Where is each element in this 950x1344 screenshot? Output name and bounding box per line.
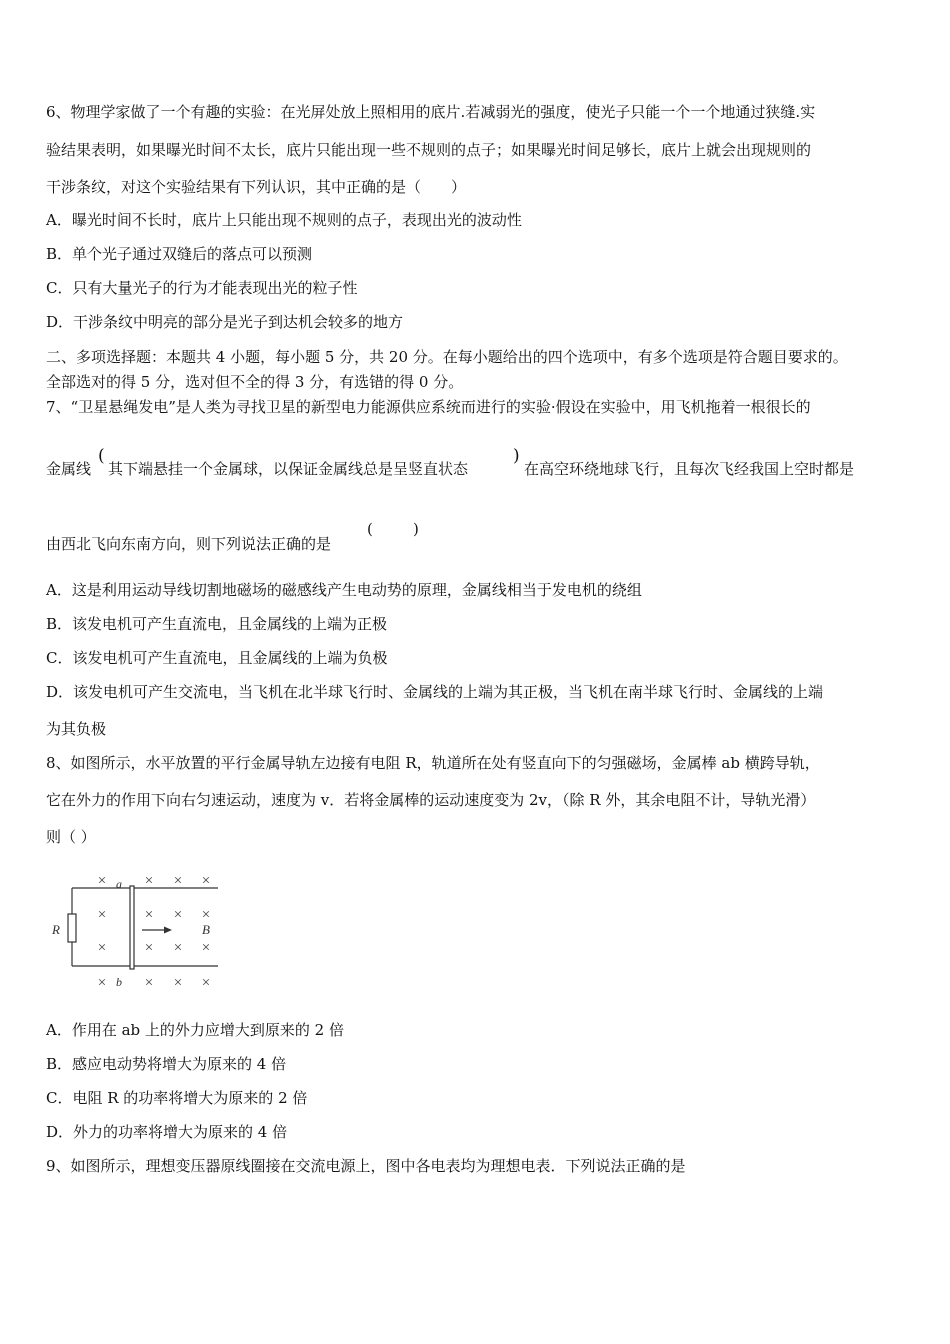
q6-stem-line-2: 验结果表明，如果曝光时间不太长，底片只能出现一些不规则的点子；如果曝光时间足够长，底片上就会出现规则的 bbox=[46, 141, 812, 159]
field-cross: × bbox=[173, 940, 183, 956]
q8-stem-line-1: 8、如图所示，水平放置的平行金属导轨左边接有电阻 R，轨道所在处有竖直向下的匀强磁场，金属棒 ab 横跨导轨， bbox=[46, 754, 820, 772]
field-cross: × bbox=[201, 907, 211, 923]
rod-label-b: b bbox=[116, 975, 122, 989]
q7-option-d: D．该发电机可产生交流电，当飞机在北半球飞行时、金属线的上端为其正极，当飞机在南半球飞行时、金属线的上端 bbox=[46, 683, 824, 701]
resistor bbox=[68, 914, 76, 942]
q8-stem-line-3: 则（ ） bbox=[46, 828, 96, 846]
field-cross: × bbox=[97, 940, 107, 956]
field-cross: × bbox=[173, 975, 183, 991]
q7-paren-open-1: ( bbox=[98, 446, 105, 466]
q7-stem-line-2c: 在高空环绕地球飞行，且每次飞经我国上空时都是 bbox=[524, 460, 855, 478]
q6-option-d: D．干涉条纹中明亮的部分是光子到达机会较多的地方 bbox=[46, 313, 404, 331]
q7-answer-paren-close: ) bbox=[413, 520, 419, 538]
q7-option-c: C．该发电机可产生直流电，且金属线的上端为负极 bbox=[46, 649, 388, 667]
velocity-arrow-head bbox=[164, 927, 172, 934]
field-cross: × bbox=[201, 940, 211, 956]
field-cross: × bbox=[97, 975, 107, 991]
q6-option-b: B．单个光子通过双缝后的落点可以预测 bbox=[46, 245, 313, 263]
q7-option-b: B．该发电机可产生直流电，且金属线的上端为正极 bbox=[46, 615, 388, 633]
q8-option-c: C．电阻 R 的功率将增大为原来的 2 倍 bbox=[46, 1089, 308, 1107]
q6-stem-line-1: 6、物理学家做了一个有趣的实验：在光屏处放上照相用的底片.若减弱光的强度，使光子只能一个一个地通过狭缝.实 bbox=[46, 103, 816, 121]
q7-stem-line-3: 由西北飞向东南方向，则下列说法正确的是 bbox=[46, 535, 332, 553]
q7-option-a: A．这是利用运动导线切割地磁场的磁感线产生电动势的原理，金属线相当于发电机的绕组 bbox=[46, 581, 642, 599]
q6-stem-line-3: 干涉条纹，对这个实验结果有下列认识，其中正确的是（ ） bbox=[46, 178, 467, 196]
field-cross: × bbox=[173, 907, 183, 923]
field-cross: × bbox=[173, 873, 183, 889]
metal-rod bbox=[130, 886, 134, 969]
field-cross: × bbox=[144, 873, 154, 889]
field-cross: × bbox=[144, 975, 154, 991]
field-cross: × bbox=[144, 907, 154, 923]
field-cross: × bbox=[144, 940, 154, 956]
section2-line-1: 二、多项选择题：本题共 4 小题，每小题 5 分，共 20 分。在每小题给出的四个选项中，有多个选项是符合题目要求的。 bbox=[46, 348, 848, 366]
q7-stem-line-2b: 其下端悬挂一个金属球，以保证金属线总是呈竖直状态 bbox=[108, 460, 469, 478]
field-cross: × bbox=[201, 975, 211, 991]
q7-answer-paren-open: ( bbox=[367, 520, 373, 538]
q7-option-d-cont: 为其负极 bbox=[46, 720, 107, 738]
field-cross: × bbox=[97, 907, 107, 923]
resistor-label: R bbox=[52, 922, 60, 937]
q6-option-c: C．只有大量光子的行为才能表现出光的粒子性 bbox=[46, 279, 358, 297]
q8-option-d: D．外力的功率将增大为原来的 4 倍 bbox=[46, 1123, 288, 1141]
q6-option-a: A．曝光时间不长时，底片上只能出现不规则的点子，表现出光的波动性 bbox=[46, 211, 522, 229]
field-cross: × bbox=[97, 873, 107, 889]
rail-circuit-figure bbox=[46, 868, 226, 996]
field-label: B bbox=[202, 922, 210, 937]
q8-option-b: B．感应电动势将增大为原来的 4 倍 bbox=[46, 1055, 287, 1073]
field-cross: × bbox=[201, 873, 211, 889]
section2-line-2: 全部选对的得 5 分，选对但不全的得 3 分，有选错的得 0 分。 bbox=[46, 373, 464, 391]
q9-stem: 9、如图所示，理想变压器原线圈接在交流电源上，图中各电表均为理想电表．下列说法正确的是 bbox=[46, 1157, 686, 1175]
q8-option-a: A．作用在 ab 上的外力应增大到原来的 2 倍 bbox=[46, 1021, 344, 1039]
rod-label-a: a bbox=[116, 877, 122, 891]
q7-stem-line-1: 7、“卫星悬绳发电”是人类为寻找卫星的新型电力能源供应系统而进行的实验·假设在实验中，用飞机拖着一根很长的 bbox=[46, 398, 811, 416]
q7-paren-close-1: ) bbox=[513, 446, 520, 466]
q7-stem-line-2a: 金属线 bbox=[46, 460, 92, 478]
q8-stem-line-2: 它在外力的作用下向右匀速运动，速度为 v．若将金属棒的运动速度变为 2v，（除 R 外，其余电阻不计，导轨光滑） bbox=[46, 791, 816, 809]
